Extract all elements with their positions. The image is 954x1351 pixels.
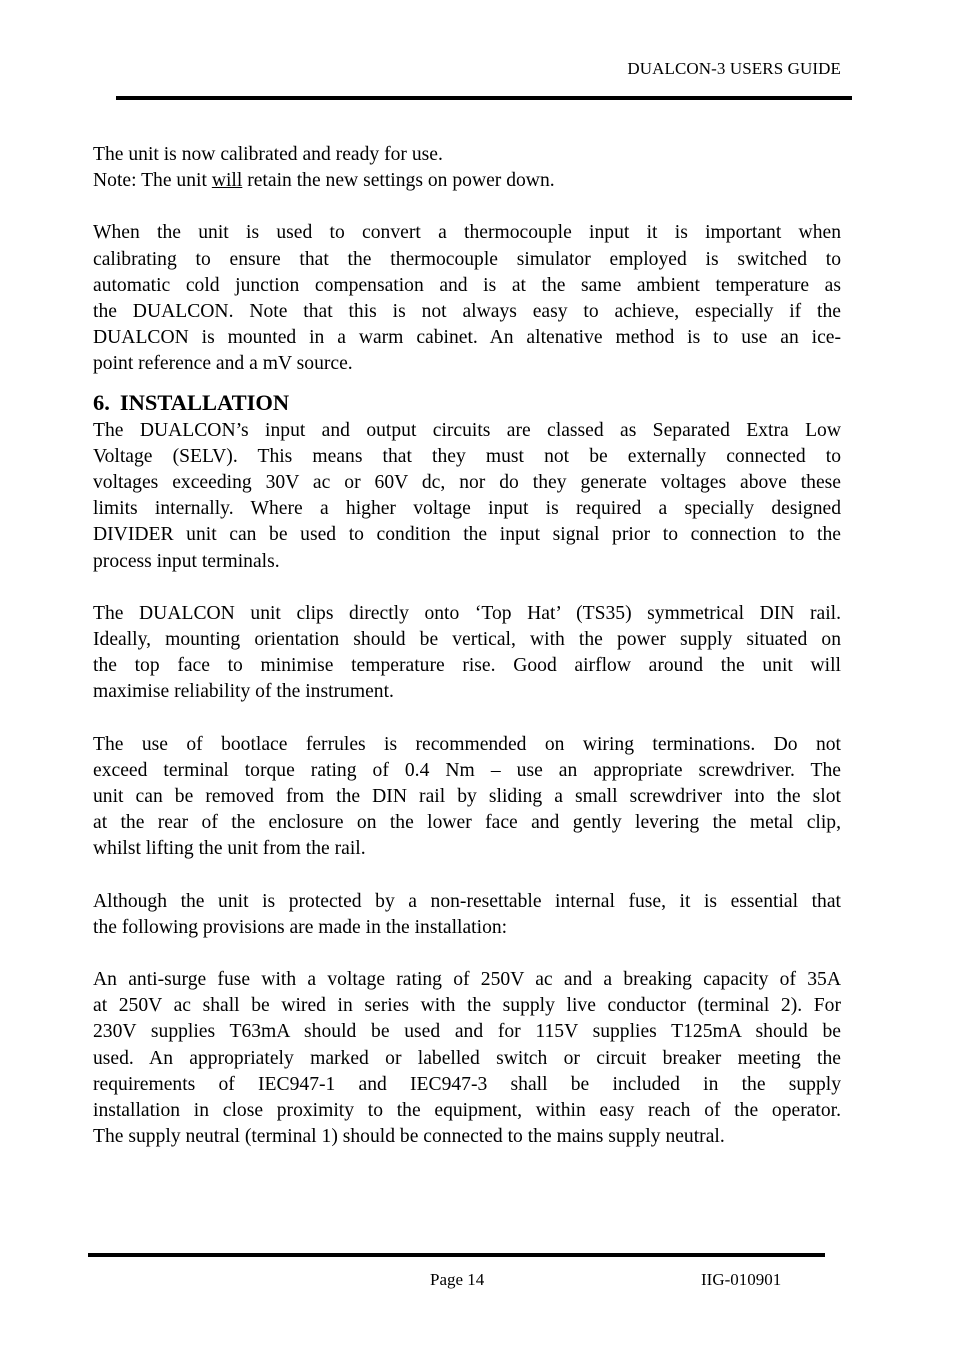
text-line: at 250V ac shall be wired in series with the supply live conductor (terminal 2). For [93, 995, 841, 1017]
section-heading [93, 388, 841, 418]
section-number: 6. [93, 389, 110, 415]
header-title: DUALCON-3 USERS GUIDE [627, 59, 841, 78]
calibrated-line: The unit is now calibrated and ready for use. [93, 144, 443, 165]
header-divider [116, 96, 852, 100]
text-line: the following provisions are made in the installation: [93, 916, 508, 938]
text-line: 230V supplies T63mA should be used and for 115V supplies T125mA should be [93, 1021, 841, 1043]
fuse-intro-paragraph [93, 889, 841, 941]
text-line: voltages exceeding 30V ac or 60V dc, nor do they generate voltages above these [93, 472, 841, 494]
text-line: limits internally. Where a higher voltage input is required a specially designed [93, 498, 841, 520]
text-line: the DUALCON. Note that this is not always easy to achieve, especially if the [93, 301, 841, 323]
selv-paragraph [93, 418, 841, 575]
text-line: When the unit is used to convert a thermocouple input it is important when [93, 222, 841, 244]
text-line: requirements of IEC947-1 and IEC947-3 shall be included in the supply [93, 1073, 841, 1095]
footer-divider [88, 1253, 825, 1257]
page-content [93, 142, 841, 1151]
text-line: The supply neutral (terminal 1) should be connected to the mains supply neutral. [93, 1126, 725, 1148]
ferrules-paragraph [93, 732, 841, 863]
text-line: DUALCON is mounted in a warm cabinet. An altenative method is to use an ice- [93, 327, 841, 349]
document-id: IIG-010901 [701, 1270, 782, 1289]
text-line: The use of bootlace ferrules is recommended on wiring terminations. Do not [93, 733, 841, 755]
text-line: Ideally, mounting orientation should be vertical, with the power supply situated on [93, 629, 841, 651]
text-line: An anti-surge fuse with a voltage rating of 250V ac and a breaking capacity of 35A [93, 969, 841, 991]
text-line: The DUALCON unit clips directly onto ‘Top Hat’ (TS35) symmetrical DIN rail. [93, 602, 841, 624]
note-emphasis: will [211, 170, 243, 192]
text-line: maximise reliability of the instrument. [93, 681, 394, 703]
text-line: installation in close proximity to the equipment, within easy reach of the operator. [93, 1100, 841, 1122]
text-line: DIVIDER unit can be used to condition the input signal prior to connection to the [93, 524, 841, 546]
text-line: whilst lifting the unit from the rail. [93, 838, 366, 860]
mounting-paragraph [93, 601, 841, 706]
page-number: Page 14 [430, 1270, 485, 1289]
text-line: automatic cold junction compensation and is at the same ambient temperature as [93, 274, 841, 296]
text-line: at the rear of the enclosure on the lower face and gently levering the metal clip, [93, 812, 841, 834]
text-line: Although the unit is protected by a non-resettable internal fuse, it is essential that [93, 890, 841, 912]
text-line: exceed terminal torque rating of 0.4 Nm – use an appropriate screwdriver. The [93, 759, 841, 781]
text-line: point reference and a mV source. [93, 353, 353, 375]
text-line: calibrating to ensure that the thermocouple simulator employed is switched to [93, 248, 841, 270]
text-line: The DUALCON’s input and output circuits are classed as Separated Extra Low [93, 419, 841, 441]
text-line: the top face to minimise temperature rise. Good airflow around the unit will [93, 655, 841, 677]
text-line: used. An appropriately marked or labelled switch or circuit breaker meeting the [93, 1047, 841, 1069]
text-line: process input terminals. [93, 550, 280, 572]
section-title: INSTALLATION [119, 389, 290, 415]
note-line: Note: The unit will retain the new settings on power down. [93, 170, 555, 192]
thermocouple-paragraph [93, 220, 841, 377]
text-line: Voltage (SELV). This means that they must not be externally connected to [93, 445, 841, 467]
text-line: unit can be removed from the DIN rail by sliding a small screwdriver into the slot [93, 786, 841, 808]
antisurge-paragraph [93, 967, 841, 1150]
